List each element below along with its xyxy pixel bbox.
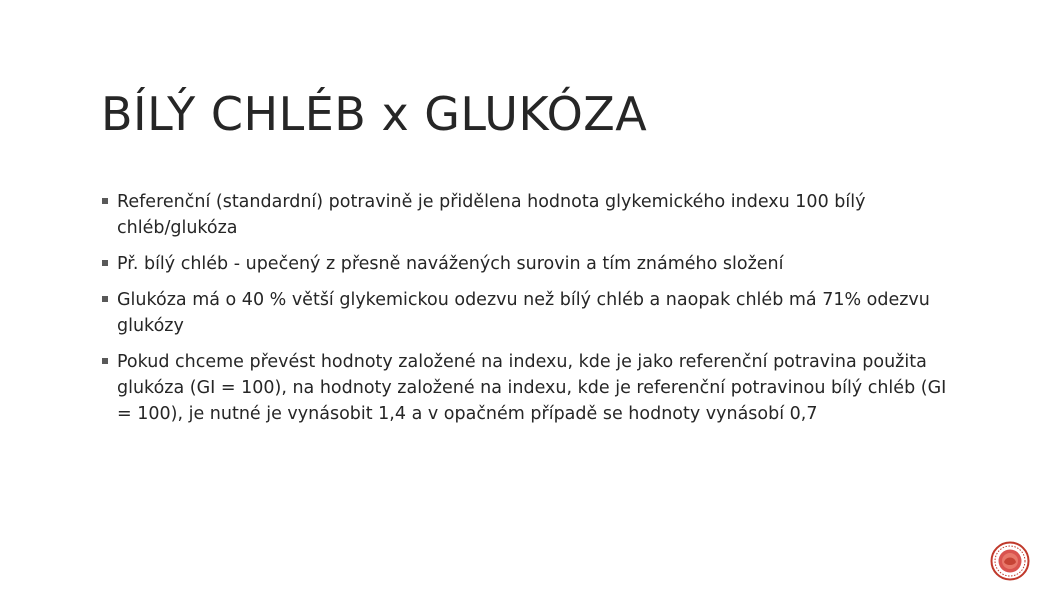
bullet-text: Př. bílý chléb - upečený z přesně navážených surovin a tím známého složení — [117, 254, 784, 274]
bullet-item — [101, 251, 961, 277]
square-bullet-icon — [102, 260, 108, 266]
slide-title: BÍLÝ CHLÉB x GLUKÓZA — [101, 87, 648, 141]
bullet-text: Pokud chceme převést hodnoty založené na indexu, kde je jako referenční potravina použita glukóza (GI = 100), na hodnoty založené na indexu, kde je referenční potravinou bílý chléb (GI = 100), je nutné je vynásobit 1,4 a v opačném případě se hodnoty vynásobí 0,7 — [117, 352, 947, 424]
bullet-text: Glukóza má o 40 % větší glykemickou odezvu než bílý chléb a naopak chléb má 71% odezvu glukózy — [117, 290, 930, 336]
bullet-item — [101, 287, 961, 339]
bullet-item — [101, 349, 961, 427]
bullet-list — [101, 189, 961, 427]
square-bullet-icon — [102, 296, 108, 302]
circular-seal-logo-icon — [990, 541, 1030, 581]
bullet-item — [101, 189, 961, 241]
square-bullet-icon — [102, 358, 108, 364]
square-bullet-icon — [102, 198, 108, 204]
bullet-text: Referenční (standardní) potravině je přidělena hodnota glykemického indexu 100 bílý chléb/glukóza — [117, 192, 866, 238]
